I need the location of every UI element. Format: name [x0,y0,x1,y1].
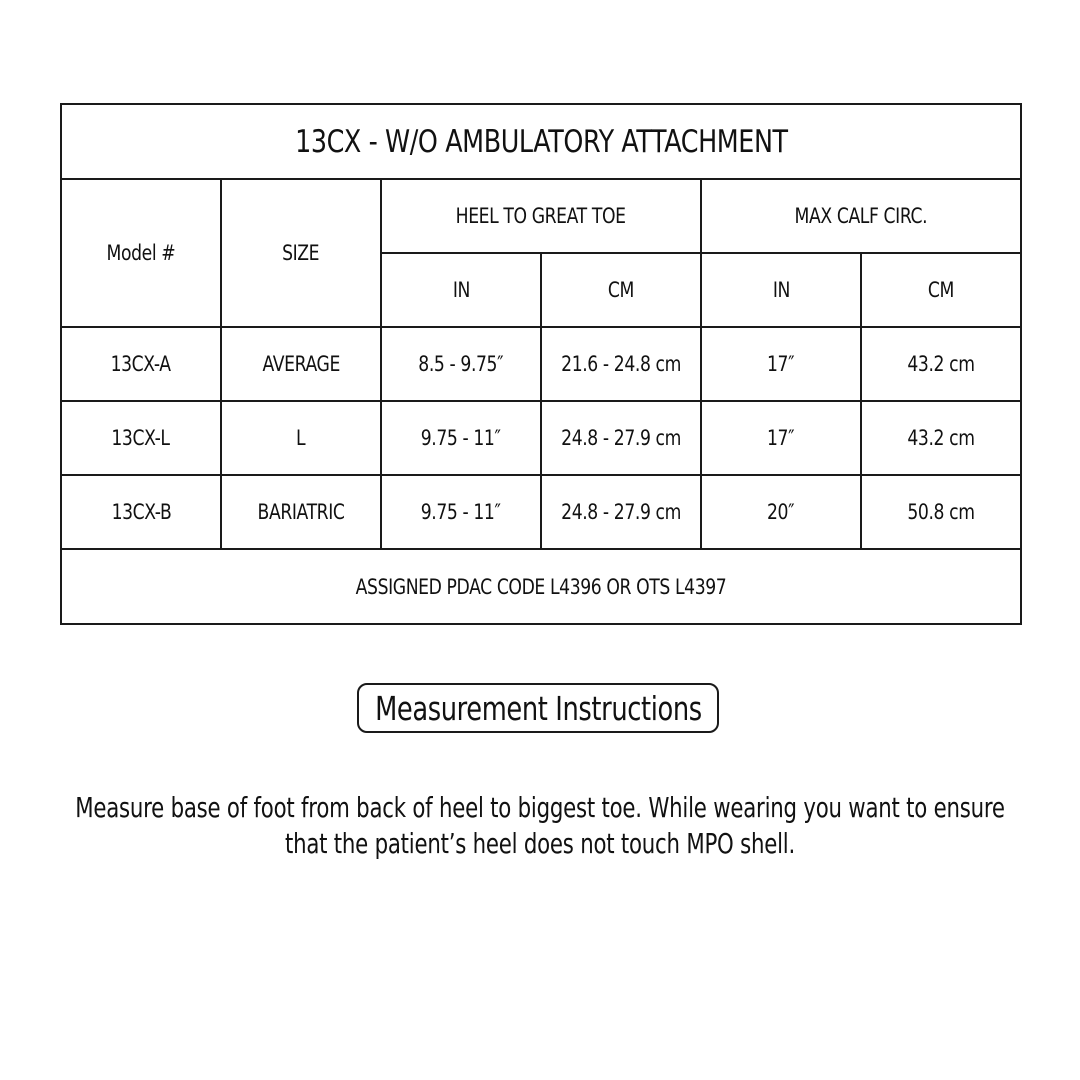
measurement-instructions-body [60,790,1020,862]
heading-label: Measurement Instructions [374,688,702,728]
header-heel-in: IN [381,253,541,327]
cell-calf-cm: 43.2 cm [861,401,1021,475]
pdac-code-footer: ASSIGNED PDAC CODE L4396 OR OTS L4397 [61,549,1021,624]
measurement-instructions-heading [357,683,719,733]
header-heel-to-great-toe: HEEL TO GREAT TOE [381,179,701,253]
cell-calf-cm: 43.2 cm [861,327,1021,401]
table-row [61,401,1021,475]
cell-heel-in: 9.75 - 11″ [381,475,541,549]
table-row [61,327,1021,401]
header-calf-cm: CM [861,253,1021,327]
size-chart-table [60,103,1022,625]
header-heel-cm: CM [541,253,701,327]
cell-size: L [221,401,381,475]
cell-model: 13CX-L [61,401,221,475]
cell-heel-in: 8.5 - 9.75″ [381,327,541,401]
cell-heel-cm: 24.8 - 27.9 cm [541,475,701,549]
cell-calf-in: 17″ [701,401,861,475]
cell-calf-cm: 50.8 cm [861,475,1021,549]
header-max-calf-circ: MAX CALF CIRC. [701,179,1021,253]
cell-size: AVERAGE [221,327,381,401]
table-row [61,475,1021,549]
cell-size: BARIATRIC [221,475,381,549]
cell-model: 13CX-B [61,475,221,549]
cell-calf-in: 17″ [701,327,861,401]
instructions-paragraph: Measure base of foot from back of heel to biggest toe. While wearing you want to ensure that the patient’s heel does not touch MPO shell. [75,791,1005,860]
header-calf-in: IN [701,253,861,327]
table-title: 13CX - W/O AMBULATORY ATTACHMENT [61,104,1021,179]
header-size: SIZE [221,179,381,327]
cell-model: 13CX-A [61,327,221,401]
cell-heel-in: 9.75 - 11″ [381,401,541,475]
cell-heel-cm: 21.6 - 24.8 cm [541,327,701,401]
cell-heel-cm: 24.8 - 27.9 cm [541,401,701,475]
cell-calf-in: 20″ [701,475,861,549]
header-model: Model # [61,179,221,327]
